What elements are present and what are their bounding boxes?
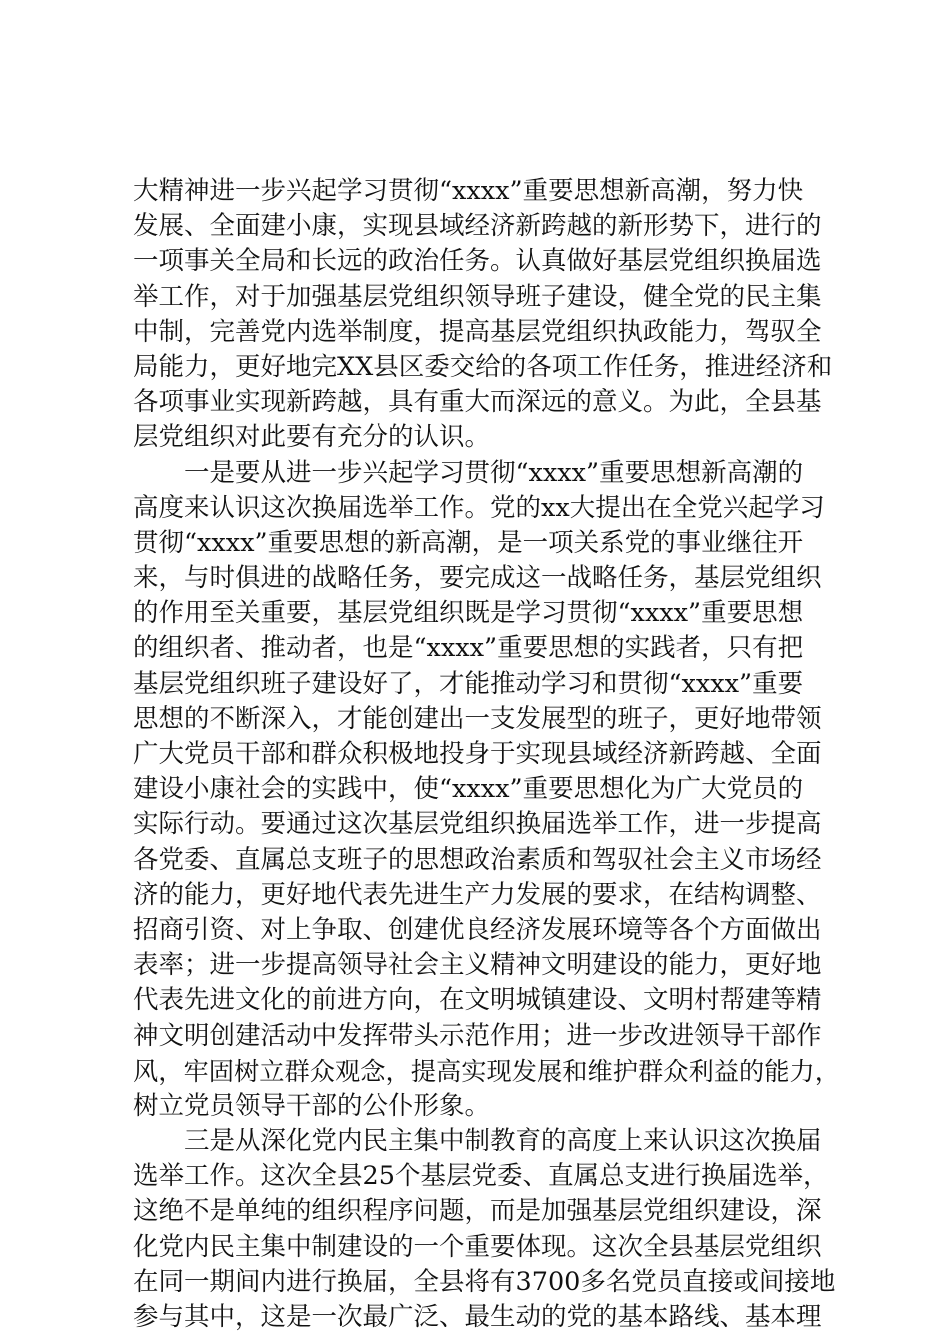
text-line: 这绝不是单纯的组织程序问题，而是加强基层党组织建设，深 — [133, 1196, 822, 1227]
text-line: 一是要从进一步兴起学习贯彻“xxxx”重要思想新高潮的 — [133, 457, 804, 488]
text-line: 来，与时俱进的战略任务，要完成这一战略任务，基层党组织 — [133, 563, 822, 594]
text-line: 中制，完善党内选举制度，提高基层党组织执政能力，驾驭全 — [133, 316, 822, 347]
text-line: 各项事业实现新跨越，具有重大而深远的意义。为此，全县基 — [133, 387, 822, 418]
text-line: 贯彻“xxxx”重要思想的新高潮，是一项关系党的事业继往开 — [133, 527, 804, 558]
text-line: 基层党组织班子建设好了，才能推动学习和贯彻“xxxx”重要 — [133, 668, 804, 699]
text-line: 的作用至关重要，基层党组织既是学习贯彻“xxxx”重要思想 — [133, 598, 804, 629]
text-line: 的组织者、推动者，也是“xxxx”重要思想的实践者，只有把 — [133, 633, 804, 664]
text-line: 招商引资、对上争取、创建优良经济发展环境等各个方面做出 — [133, 914, 822, 945]
document-body — [133, 174, 843, 1335]
text-line: 高度来认识这次换届选举工作。党的xx大提出在全党兴起学习 — [133, 492, 825, 523]
text-line: 在同一期间内进行换届，全县将有3700多名党员直接或间接地 — [133, 1266, 836, 1297]
text-line: 大精神进一步兴起学习贯彻“xxxx”重要思想新高潮，努力快 — [133, 176, 804, 206]
text-line: 神文明创建活动中发挥带头示范作用；进一步改进领导干部作 — [133, 1020, 822, 1051]
text-line: 举工作，对于加强基层党组织领导班子建设，健全党的民主集 — [133, 281, 822, 312]
text-line: 发展、全面建小康，实现县域经济新跨越的新形势下，进行的 — [133, 211, 822, 242]
text-line: 实际行动。要通过这次基层党组织换届选举工作，进一步提高 — [133, 809, 822, 840]
text-line: 广大党员干部和群众积极地投身于实现县域经济新跨越、全面 — [133, 739, 822, 769]
text-line: 表率；进一步提高领导社会主义精神文明建设的能力，更好地 — [133, 950, 822, 981]
text-line: 济的能力，更好地代表先进生产力发展的要求，在结构调整、 — [133, 879, 822, 910]
text-line: 层党组织对此要有充分的认识。 — [133, 422, 491, 453]
text-line: 化党内民主集中制建设的一个重要体现。这次全县基层党组织 — [133, 1231, 822, 1262]
text-line: 局能力，更好地完XX县区委交给的各项工作任务，推进经济和 — [133, 351, 833, 382]
text-line: 思想的不断深入，才能创建出一支发展型的班子，更好地带领 — [133, 703, 822, 734]
text-line: 各党委、直属总支班子的思想政治素质和驾驭社会主义市场经 — [133, 844, 822, 875]
text-line: 风，牢固树立群众观念，提高实现发展和维护群众利益的能力， — [133, 1056, 840, 1086]
text-line: 树立党员领导干部的公仆形象。 — [133, 1090, 491, 1121]
text-line: 选举工作。这次全县25个基层党委、直属总支进行换届选举， — [133, 1161, 829, 1192]
text-line: 三是从深化党内民主集中制教育的高度上来认识这次换届 — [133, 1126, 822, 1157]
text-line: 代表先进文化的前进方向，在文明城镇建设、文明村帮建等精 — [133, 985, 822, 1016]
text-line: 参与其中，这是一次最广泛、最生动的党的基本路线、基本理 — [133, 1302, 822, 1332]
text-line: 建设小康社会的实践中，使“xxxx”重要思想化为广大党员的 — [133, 774, 804, 805]
text-line: 一项事关全局和长远的政治任务。认真做好基层党组织换届选 — [133, 246, 822, 277]
